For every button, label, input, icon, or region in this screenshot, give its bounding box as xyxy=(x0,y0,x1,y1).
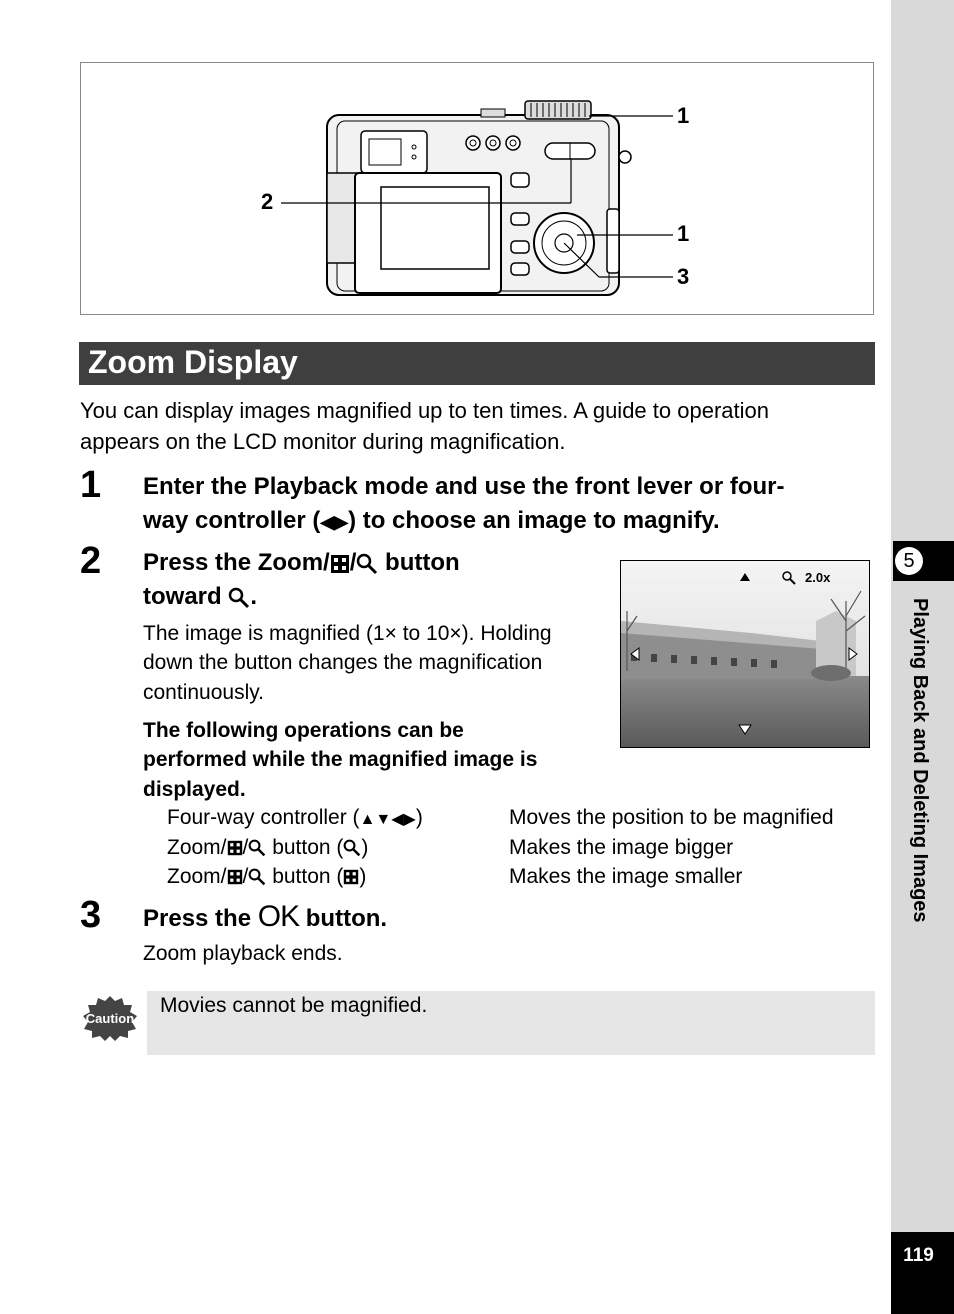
four-way-arrows-icon: ▲▼◀▶ xyxy=(359,811,416,828)
op-1-text-b: ) xyxy=(415,806,423,829)
lcd-zoom-label: 2.0x xyxy=(805,570,831,585)
step-2-text-d: toward xyxy=(143,583,229,610)
op-2-text-b: / xyxy=(242,836,249,859)
thumbnail-icon xyxy=(227,840,243,856)
op-3-text-a: Zoom/ xyxy=(167,865,227,888)
ok-button-label: OK xyxy=(257,900,300,933)
left-right-arrows-icon: ◀▶ xyxy=(320,512,349,532)
caution-badge-icon xyxy=(82,995,138,1041)
section-title: Zoom Display xyxy=(88,344,298,380)
intro-line-1: You can display images magnified up to ten times. A guide to operation xyxy=(80,398,769,423)
caution-icon xyxy=(82,995,138,1046)
op-2-text-d: ) xyxy=(361,836,369,859)
magnify-icon xyxy=(248,839,266,857)
step-2-text-e: . xyxy=(250,583,258,610)
step-2-text-a: Press the Zoom/ xyxy=(143,549,330,576)
page-number: 119 xyxy=(903,1245,934,1266)
thumbnail-icon xyxy=(227,869,243,885)
step-3-desc: Zoom playback ends. xyxy=(143,942,343,965)
op-control-3 xyxy=(167,863,366,891)
op-1-text-a: Four-way controller ( xyxy=(167,806,360,829)
callout-1-top: 1 xyxy=(677,103,690,128)
camera-back-illustration xyxy=(81,63,875,316)
op-control-1 xyxy=(167,804,423,834)
op-control-2 xyxy=(167,834,368,862)
callout-2: 2 xyxy=(261,189,274,214)
op-3-text-c: button ( xyxy=(266,865,344,888)
step-2-desc-3: continuously. xyxy=(143,681,265,704)
intro-line-2: appears on the LCD monitor during magnification. xyxy=(80,429,566,454)
step-1-text-a: way controller ( xyxy=(143,507,321,534)
step-1-number: 1 xyxy=(80,464,102,506)
op-2-text-a: Zoom/ xyxy=(167,836,227,859)
caution-text: Movies cannot be magnified. xyxy=(160,994,428,1017)
op-3-text-b: / xyxy=(242,865,249,888)
lcd-zoom-preview xyxy=(620,560,870,748)
step-2-text-b: / xyxy=(349,549,357,576)
step-2-desc-2: down the button changes the magnification xyxy=(143,651,543,674)
ops-intro-2: performed while the magnified image is xyxy=(143,748,538,771)
callout-3: 3 xyxy=(677,264,690,289)
op-desc-1: Moves the position to be magnified xyxy=(509,806,834,829)
step-3-text-b: button. xyxy=(299,905,388,932)
step-2-desc-1: The image is magnified (1× to 10×). Holding xyxy=(143,622,552,645)
camera-figure xyxy=(80,62,874,315)
chapter-title: Playing Back and Deleting Images xyxy=(909,598,931,923)
magnify-icon xyxy=(343,839,361,857)
step-3-text-a: Press the xyxy=(143,905,258,932)
step-2-number: 2 xyxy=(80,540,102,582)
magnify-icon xyxy=(248,868,266,886)
step-3-title xyxy=(143,900,387,936)
ops-intro-3: displayed. xyxy=(143,778,246,801)
magnify-icon xyxy=(356,553,378,575)
magnify-icon xyxy=(228,587,250,609)
step-1-title-line-2 xyxy=(143,504,720,539)
thumbnail-icon xyxy=(330,554,350,574)
op-desc-3: Makes the image smaller xyxy=(509,865,743,888)
caution-label: Caution xyxy=(85,1011,135,1026)
step-1-text-b: ) to choose an image to magnify. xyxy=(348,507,720,534)
lcd-image xyxy=(621,561,869,747)
callout-1-mid: 1 xyxy=(677,221,690,246)
step-3-number: 3 xyxy=(80,894,102,936)
op-2-text-c: button ( xyxy=(266,836,344,859)
step-1-title-line-1: Enter the Playback mode and use the front lever or four- xyxy=(143,473,785,500)
chapter-number: 5 xyxy=(895,547,923,575)
thumbnail-icon xyxy=(343,869,359,885)
step-2-title-line-2 xyxy=(143,580,257,614)
step-2-title-line-1 xyxy=(143,546,460,580)
ops-intro-1: The following operations can be xyxy=(143,719,464,742)
op-3-text-d: ) xyxy=(359,865,367,888)
op-desc-2: Makes the image bigger xyxy=(509,836,734,859)
step-2-text-c: button xyxy=(378,549,460,576)
